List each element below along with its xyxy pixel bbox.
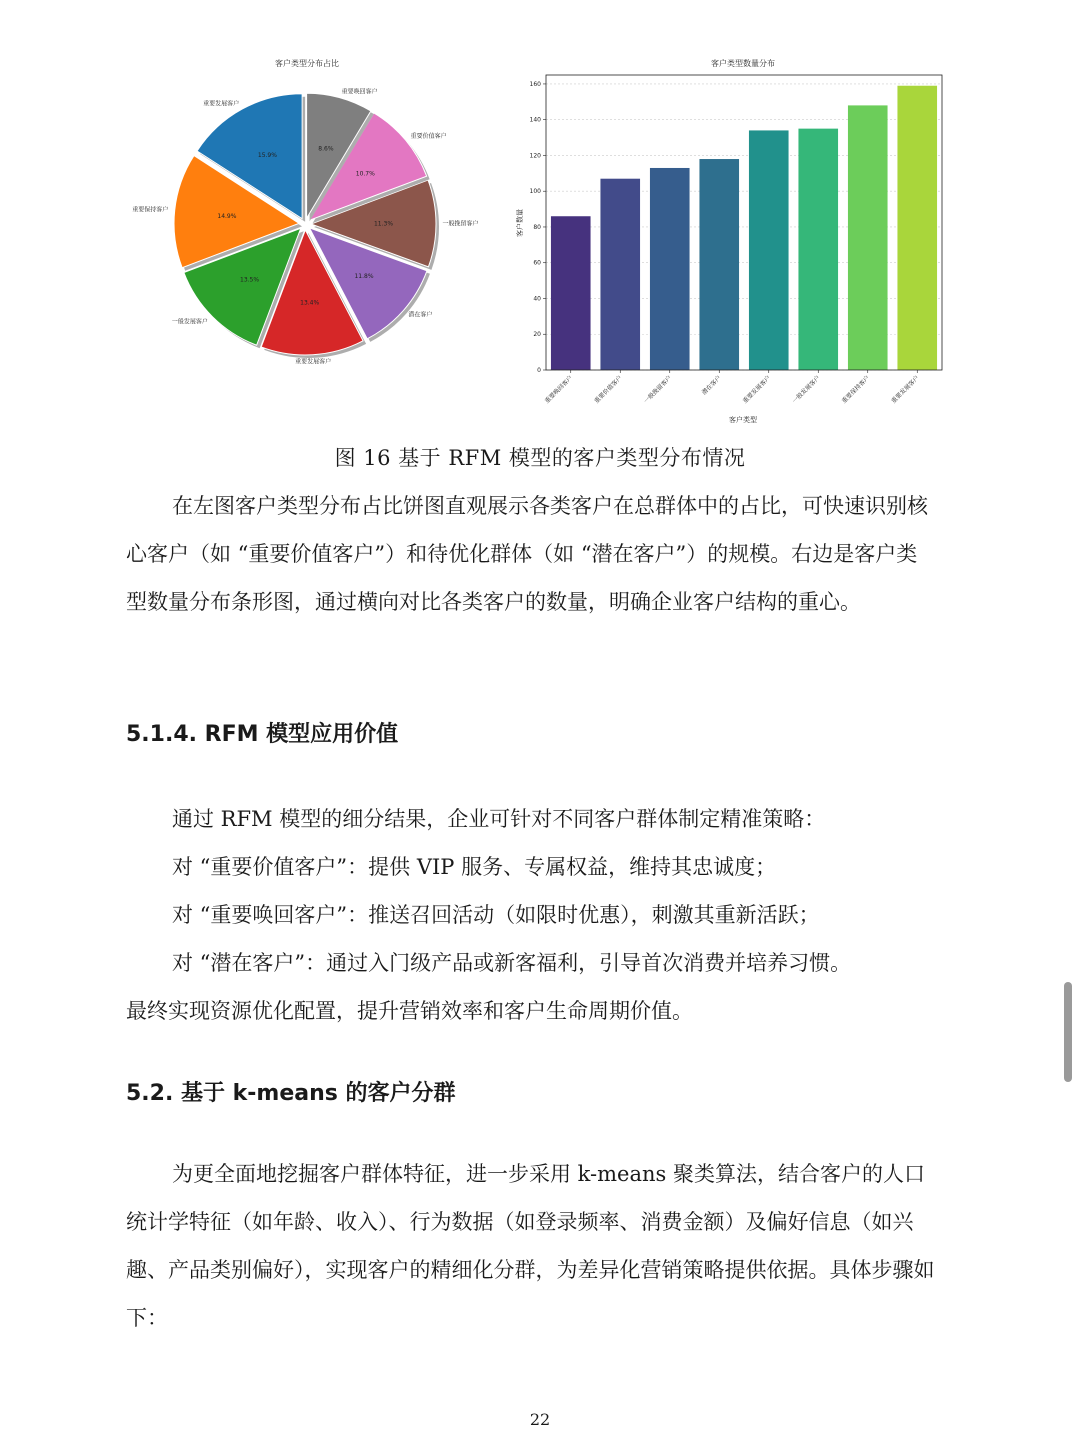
pie-percent-label: 15.9% xyxy=(257,152,277,160)
y-tick-label: 100 xyxy=(529,188,541,196)
x-tick-label: 重要价值客户 xyxy=(593,374,624,405)
pie-percent-label: 11.3% xyxy=(373,220,394,228)
bar-chart-title: 客户类型数量分布 xyxy=(711,59,775,68)
pie-slice-label: 重要价值客户 xyxy=(410,132,447,140)
pie-chart xyxy=(110,48,500,378)
pie-slice-label: 重要发展客户 xyxy=(295,358,332,366)
bar xyxy=(798,129,838,370)
bar xyxy=(650,168,690,370)
x-tick-label: 一般挽留客户 xyxy=(642,374,674,405)
x-tick-label: 重要唤回客户 xyxy=(543,374,575,405)
x-tick-label: 重要保持客户 xyxy=(840,374,872,405)
y-tick-label: 20 xyxy=(533,331,541,339)
y-tick-label: 120 xyxy=(529,152,541,160)
x-tick-label: 重要发展客户 xyxy=(890,374,921,405)
bar xyxy=(848,105,888,370)
y-tick-label: 160 xyxy=(529,80,541,88)
figure-caption: 图 16 基于 RFM 模型的客户类型分布情况 xyxy=(334,446,746,470)
y-tick-label: 140 xyxy=(529,116,541,124)
section-heading-rfm-value: 5.1.4. RFM 模型应用价值 xyxy=(126,722,399,747)
pie-percent-label: 11.8% xyxy=(354,272,374,280)
page-number: 22 xyxy=(529,1410,551,1429)
bar-chart-ylabel: 客户数量 xyxy=(516,209,524,237)
y-tick-label: 0 xyxy=(537,367,541,374)
bar-chart-xlabel: 客户类型 xyxy=(729,416,757,424)
pie-percent-label: 14.9% xyxy=(217,212,237,220)
pie-percent-label: 13.4% xyxy=(300,299,320,307)
strategy-line-vip: 对 “重要价值客户”：提供 VIP 服务、专属权益，维持其忠诚度； xyxy=(172,855,777,879)
strategy-line-potential: 对 “潜在客户”：通过入门级产品或新客福利，引导首次消费并培养习惯。 xyxy=(172,951,852,975)
strategy-conclusion-line: 最终实现资源优化配置，提升营销效率和客户生命周期价值。 xyxy=(126,999,693,1023)
pie-slice-label: 重要唤回客户 xyxy=(341,88,378,96)
pie-percent-label: 10.7% xyxy=(355,170,375,178)
bar xyxy=(600,179,640,370)
bar xyxy=(749,130,789,370)
strategy-intro-line: 通过 RFM 模型的细分结果，企业可针对不同客户群体制定精准策略： xyxy=(172,807,826,831)
y-tick-label: 60 xyxy=(533,259,541,267)
pie-slice-label: 一般挽留客户 xyxy=(442,220,479,228)
bar xyxy=(551,216,591,370)
bar-chart xyxy=(505,48,960,430)
pie-slice-label: 重要发展客户 xyxy=(203,100,240,108)
x-tick-label: 重要发展客户 xyxy=(741,374,773,405)
paragraph-kmeans-intro: 为更全面地挖掘客户群体特征，进一步采用 k-means 聚类算法，结合客户的人口统计学特征（如年龄、收入）、行为数据（如登录频率、消费金额）及偏好信息（如兴趣、产品类别偏好），实现客户的精细化分群，为差异化营销策略提供依据。具体步骤如下： xyxy=(126,1162,935,1330)
pie-slice-label: 一般发展客户 xyxy=(171,318,208,326)
bar xyxy=(897,86,937,370)
y-tick-label: 80 xyxy=(533,223,541,231)
strategy-line-recall: 对 “重要唤回客户”：推送召回活动（如限时优惠），刺激其重新活跃； xyxy=(172,903,820,927)
scrollbar-thumb[interactable] xyxy=(1064,982,1072,1082)
figure-16 xyxy=(110,48,960,430)
section-heading-kmeans: 5.2. 基于 k-means 的客户分群 xyxy=(126,1081,456,1106)
pie-slice-label: 重要保持客户 xyxy=(132,206,169,214)
x-tick-label: 一般发展客户 xyxy=(791,374,822,405)
pie-percent-label: 8.6% xyxy=(318,145,334,153)
pie-chart-title: 客户类型分布占比 xyxy=(275,59,339,68)
x-tick-label: 潜在客户 xyxy=(700,374,723,397)
y-tick-label: 40 xyxy=(533,295,541,303)
pie-slice-label: 潜在客户 xyxy=(408,311,433,319)
pie-percent-label: 13.5% xyxy=(240,276,260,284)
paragraph-chart-description: 在左图客户类型分布占比饼图直观展示各类客户在总群体中的占比，可快速识别核心客户（如 “重要价值客户”）和待优化群体（如 “潜在客户”）的规模。右边是客户类型数量分布条形图，通过横向对比各类客户的数量，明确企业客户结构的重心。 xyxy=(126,494,928,614)
bar xyxy=(699,159,739,370)
